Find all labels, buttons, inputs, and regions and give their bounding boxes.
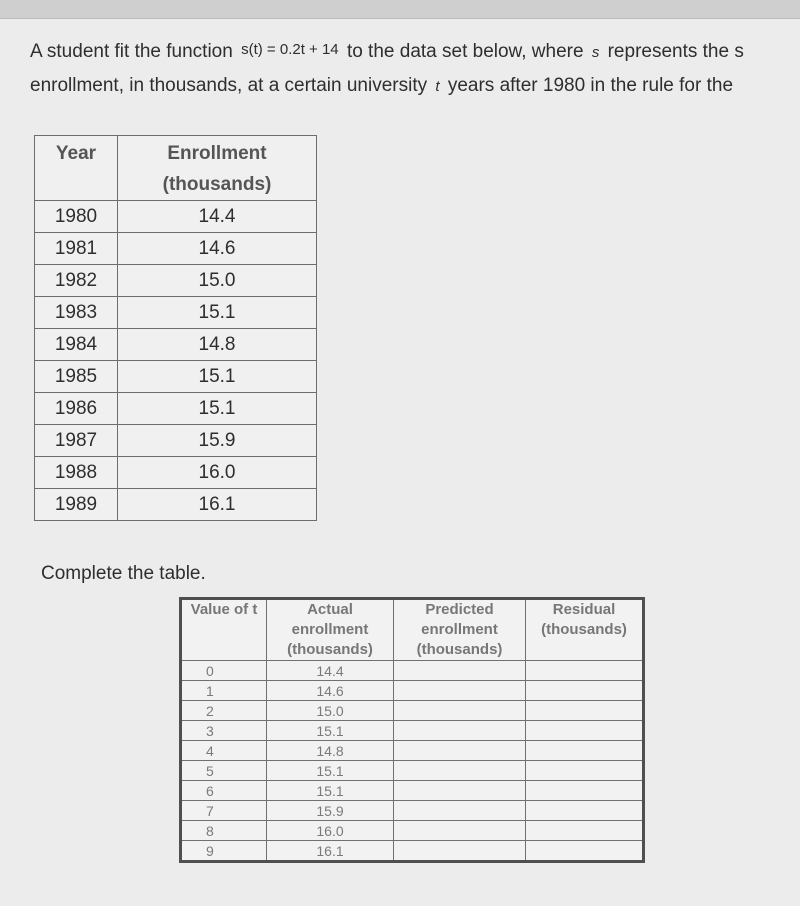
enrollment-cell: 15.1: [118, 361, 317, 393]
t-value: 5: [206, 762, 214, 779]
t-value: 9: [206, 842, 214, 859]
residual-input[interactable]: [526, 761, 642, 780]
year-cell: 1985: [35, 361, 118, 393]
predicted-enrollment-cell[interactable]: [394, 841, 526, 862]
actual-enrollment-cell: 15.0: [267, 701, 394, 721]
residual-input[interactable]: [526, 781, 642, 800]
predicted-enrollment-cell[interactable]: [394, 781, 526, 801]
t-value-cell: [181, 741, 267, 761]
residual-input[interactable]: [526, 741, 642, 760]
actual-enrollment-header: Actual enrollment (thousands): [267, 599, 394, 661]
residual-cell[interactable]: [526, 821, 644, 841]
residual-cell[interactable]: [526, 741, 644, 761]
problem-text: enrollment, in thousands, at a certain university: [30, 75, 428, 96]
table-row: [35, 457, 317, 489]
enrollment-cell: 15.1: [118, 393, 317, 425]
predicted-enrollment-input[interactable]: [394, 661, 525, 680]
function-expression: s(t) = 0.2t + 14: [241, 41, 339, 58]
actual-enrollment-cell: 16.1: [267, 841, 394, 862]
residual-cell[interactable]: [526, 701, 644, 721]
year-cell: 1986: [35, 393, 118, 425]
predicted-enrollment-input[interactable]: [394, 681, 525, 700]
table-row: [181, 661, 644, 681]
problem-text: represents the s: [607, 41, 744, 62]
table-row: [181, 761, 644, 781]
predicted-enrollment-input[interactable]: [394, 701, 525, 720]
table-row: [181, 841, 644, 862]
actual-enrollment-cell: 14.4: [267, 661, 394, 681]
residual-input[interactable]: [526, 681, 642, 700]
t-value-cell: [181, 821, 267, 841]
predicted-enrollment-cell[interactable]: [394, 701, 526, 721]
residual-cell[interactable]: [526, 661, 644, 681]
table-row: [181, 801, 644, 821]
table-row: [181, 781, 644, 801]
year-header: Year: [35, 136, 118, 201]
residual-cell[interactable]: [526, 841, 644, 862]
year-cell: 1981: [35, 233, 118, 265]
t-value: 1: [206, 682, 214, 699]
problem-line-1: [30, 35, 800, 69]
t-value-cell: [181, 761, 267, 781]
residual-input[interactable]: [526, 821, 642, 840]
predicted-enrollment-input[interactable]: [394, 741, 525, 760]
t-value-cell: [181, 661, 267, 681]
residual-cell[interactable]: [526, 681, 644, 701]
predicted-enrollment-cell[interactable]: [394, 821, 526, 841]
predicted-enrollment-cell[interactable]: [394, 721, 526, 741]
enrollment-header: Enrollment (thousands): [118, 136, 317, 201]
actual-enrollment-cell: 15.1: [267, 781, 394, 801]
predicted-enrollment-cell[interactable]: [394, 681, 526, 701]
predicted-enrollment-cell[interactable]: [394, 761, 526, 781]
predicted-enrollment-cell[interactable]: [394, 741, 526, 761]
enrollment-cell: 15.0: [118, 265, 317, 297]
enrollment-cell: 16.1: [118, 489, 317, 521]
t-value: 4: [206, 742, 214, 759]
t-value-cell: [181, 721, 267, 741]
table-row: [181, 821, 644, 841]
predicted-enrollment-input[interactable]: [394, 781, 525, 800]
t-value: 7: [206, 802, 214, 819]
variable-s: s: [591, 44, 600, 61]
t-value-header: Value of t: [181, 599, 267, 661]
problem-text: A student fit the function: [30, 41, 233, 62]
predicted-enrollment-cell[interactable]: [394, 801, 526, 821]
t-value: 6: [206, 782, 214, 799]
year-cell: 1989: [35, 489, 118, 521]
enrollment-data-table: [34, 135, 317, 521]
table-row: [35, 297, 317, 329]
residual-input[interactable]: [526, 801, 642, 820]
enrollment-cell: 15.9: [118, 425, 317, 457]
t-value: 2: [206, 702, 214, 719]
year-cell: 1983: [35, 297, 118, 329]
t-value-cell: [181, 781, 267, 801]
residual-cell[interactable]: [526, 801, 644, 821]
table-row: [35, 265, 317, 297]
t-value-cell: [181, 841, 267, 862]
residual-cell[interactable]: [526, 761, 644, 781]
residual-cell[interactable]: [526, 721, 644, 741]
residual-cell[interactable]: [526, 781, 644, 801]
predicted-enrollment-input[interactable]: [394, 821, 525, 840]
year-cell: 1987: [35, 425, 118, 457]
actual-enrollment-cell: 15.9: [267, 801, 394, 821]
table-row: [181, 681, 644, 701]
year-cell: 1982: [35, 265, 118, 297]
predicted-enrollment-input[interactable]: [394, 721, 525, 740]
t-value: 8: [206, 822, 214, 839]
residual-input[interactable]: [526, 841, 642, 860]
residual-worksheet-table: [179, 597, 645, 863]
table-row: [181, 741, 644, 761]
residual-header: Residual (thousands): [526, 599, 644, 661]
variable-t: t: [435, 78, 440, 95]
problem-text: years after 1980 in the rule for the: [447, 75, 734, 96]
table-row: [35, 361, 317, 393]
year-cell: 1980: [35, 201, 118, 233]
enrollment-cell: 14.6: [118, 233, 317, 265]
residual-input[interactable]: [526, 701, 642, 720]
predicted-enrollment-input[interactable]: [394, 841, 525, 860]
problem-text: to the data set below, where: [346, 41, 584, 62]
actual-enrollment-cell: 14.6: [267, 681, 394, 701]
actual-enrollment-cell: 15.1: [267, 761, 394, 781]
t-value: 0: [206, 662, 214, 679]
t-value-cell: [181, 681, 267, 701]
t-value-cell: [181, 801, 267, 821]
predicted-enrollment-input[interactable]: [394, 761, 525, 780]
table-row: [181, 701, 644, 721]
t-value: 3: [206, 722, 214, 739]
year-cell: 1984: [35, 329, 118, 361]
table-row: [35, 425, 317, 457]
top-bar: [0, 0, 800, 19]
year-cell: 1988: [35, 457, 118, 489]
predicted-enrollment-header: Predicted enrollment (thousands): [394, 599, 526, 661]
actual-enrollment-cell: 14.8: [267, 741, 394, 761]
table-row: [35, 233, 317, 265]
enrollment-cell: 15.1: [118, 297, 317, 329]
table-row: [181, 721, 644, 741]
residual-input[interactable]: [526, 721, 642, 740]
t-value-cell: [181, 701, 267, 721]
complete-table-prompt: Complete the table.: [41, 563, 206, 584]
table-row: [35, 393, 317, 425]
problem-statement: [30, 35, 800, 103]
problem-line-2: [30, 69, 800, 103]
enrollment-cell: 16.0: [118, 457, 317, 489]
table-row: [35, 329, 317, 361]
table-row: [35, 489, 317, 521]
predicted-enrollment-input[interactable]: [394, 801, 525, 820]
enrollment-cell: 14.4: [118, 201, 317, 233]
residual-input[interactable]: [526, 661, 642, 680]
table-row: [35, 201, 317, 233]
enrollment-cell: 14.8: [118, 329, 317, 361]
predicted-enrollment-cell[interactable]: [394, 661, 526, 681]
actual-enrollment-cell: 15.1: [267, 721, 394, 741]
actual-enrollment-cell: 16.0: [267, 821, 394, 841]
